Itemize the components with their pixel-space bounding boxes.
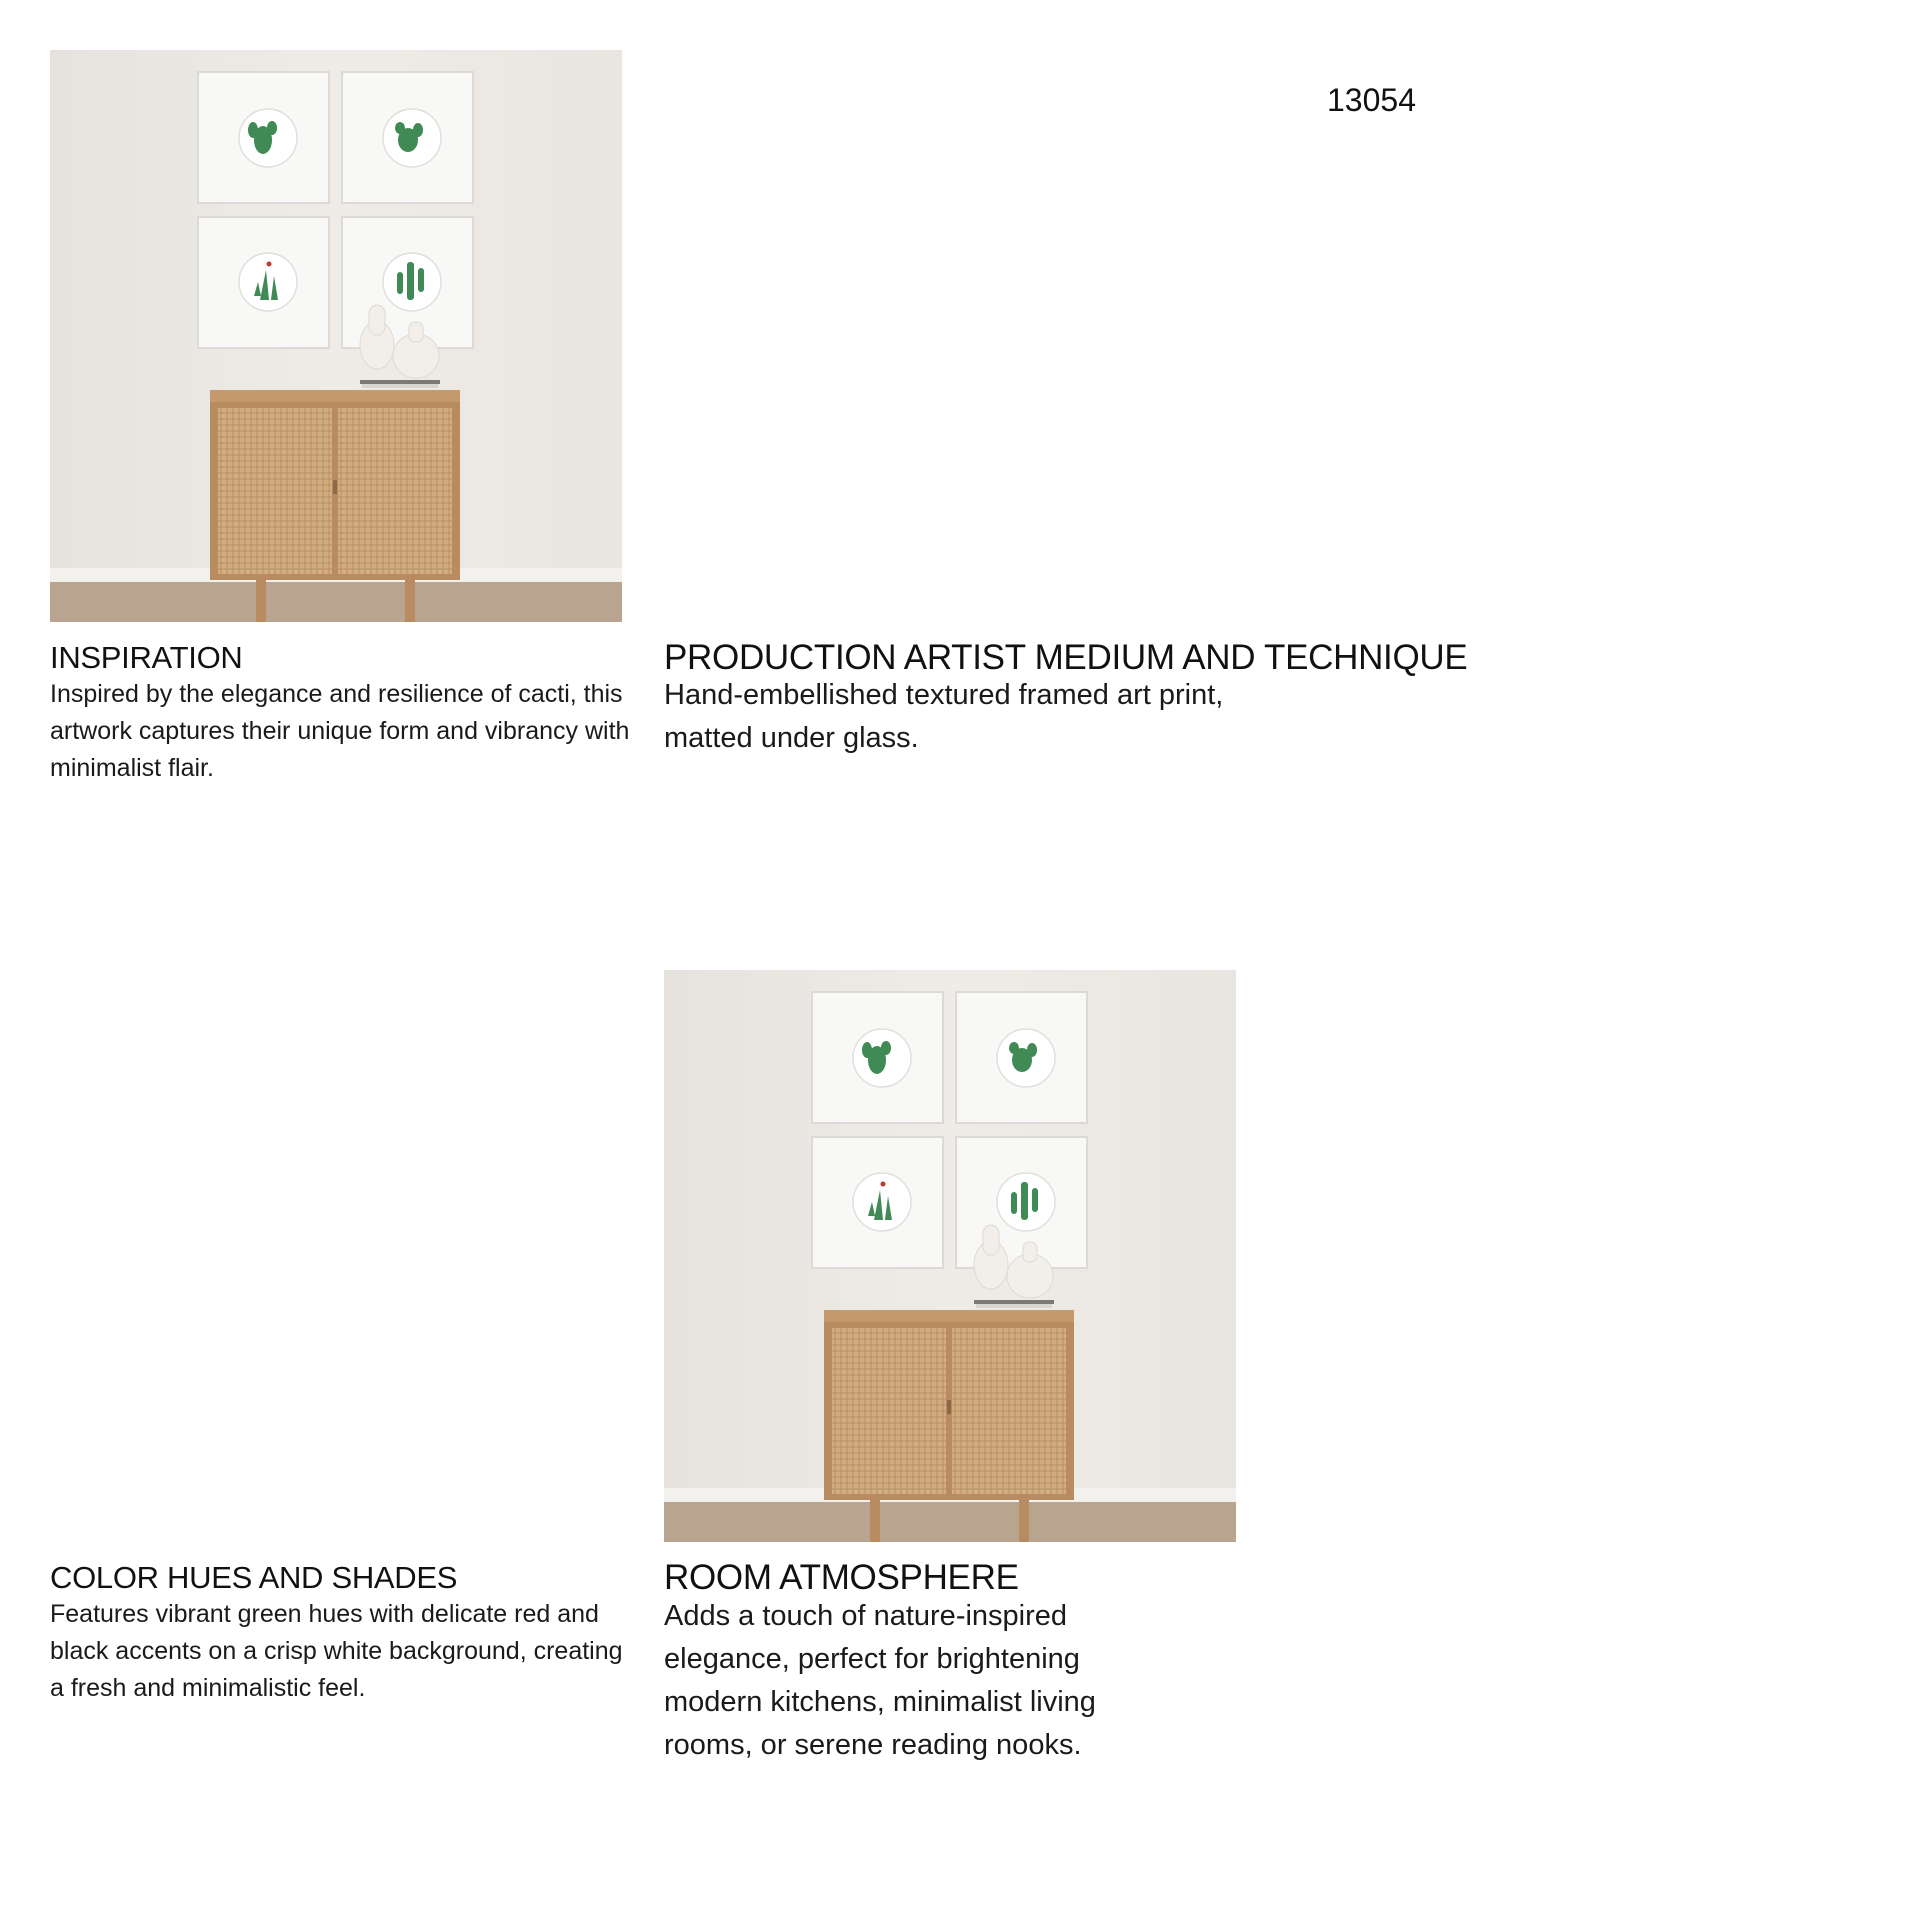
inspiration-body: Inspired by the elegance and resilience of cacti, this artwork captures their unique form and vibrancy with minimalist flair. bbox=[50, 680, 630, 782]
color-title: COLOR HUES AND SHADES bbox=[50, 1560, 458, 1595]
room-photo-2 bbox=[664, 970, 1236, 1542]
room-photo-1 bbox=[50, 50, 622, 622]
room-body: Adds a touch of nature-inspired elegance, perfect for brightening modern kitchens, minimalist living rooms, or serene reading nooks. bbox=[664, 1600, 1096, 1761]
color-body: Features vibrant green hues with delicate red and black accents on a crisp white background, creating a fresh and minimalistic feel. bbox=[50, 1600, 623, 1702]
room-photo-1-art bbox=[50, 50, 622, 622]
production-body: Hand-embellished textured framed art print, matted under glass. bbox=[664, 679, 1224, 754]
production-title: PRODUCTION ARTIST MEDIUM AND TECHNIQUE bbox=[664, 638, 1468, 677]
room-photo-2-art bbox=[664, 970, 1236, 1542]
room-title: ROOM ATMOSPHERE bbox=[664, 1558, 1019, 1597]
inspiration-title: INSPIRATION bbox=[50, 640, 243, 675]
product-code: 13054 bbox=[1327, 82, 1416, 118]
